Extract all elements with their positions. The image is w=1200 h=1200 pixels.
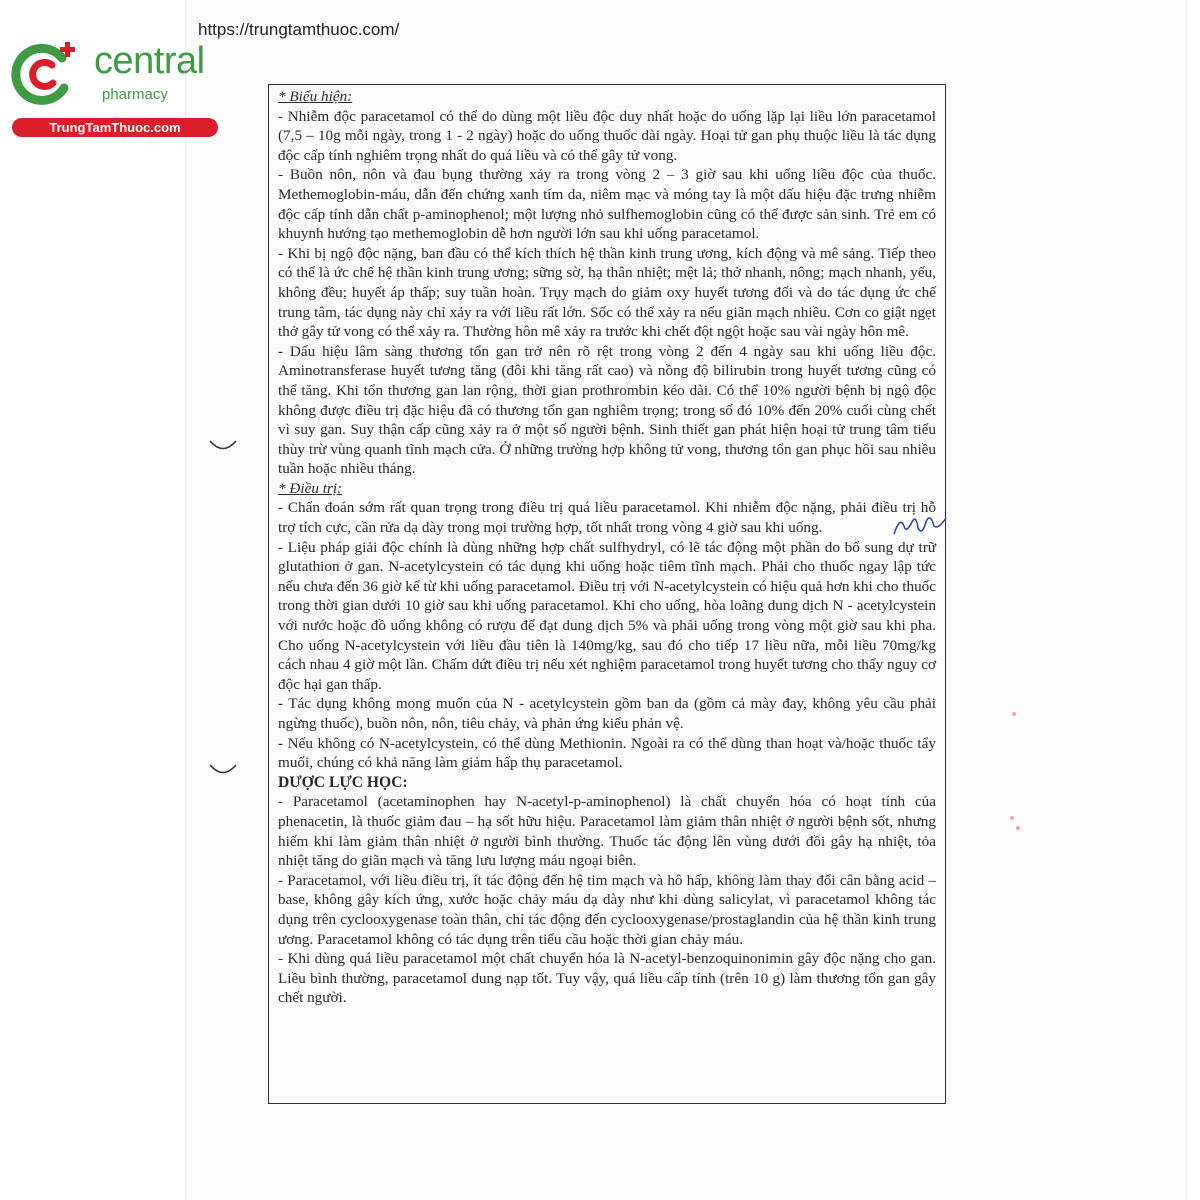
paragraph: - Dấu hiệu lâm sàng thương tổn gan trở nên rõ rệt trong vòng 2 đến 4 ngày sau khi uống liều độc. Aminotransferase huyết tương tăng (đôi khi tăng rất cao) và nồng độ bilirubin trong huyết tương cũng có thể tăng. Khi tổn thương gan lan rộng, thời gian prothrombin kéo dài. Có thể 10% người bệnh bị ngộ độc không được điều trị đặc hiệu đã có thương tổn gan nghiêm trọng; trong số đó 10% đến 20% cuối cùng chết vì suy gan. Suy thận cấp cũng xảy ra ở một số người bệnh. Sinh thiết gan phát hiện hoại tử trung tâm tiểu thùy trừ vùng quanh tĩnh mạch cửa. Ở những trường hợp không tử vong, thương tổn gan phục hồi sau nhiều tuần hoặc nhiều tháng. [278, 342, 936, 478]
paragraph: - Khi dùng quá liều paracetamol một chất chuyển hóa là N-acetyl-benzoquinonimin gây độc nặng cho gan. Liều bình thường, paracetamol dung nạp tốt. Tuy vậy, quá liều cấp tính (trên 10 g) làm thương tổn gan gây chết người. [278, 950, 936, 1007]
document-content [268, 84, 946, 1104]
initials-signature-icon [890, 508, 950, 540]
punch-hole-icon [208, 762, 238, 778]
paragraph: - Tác dụng không mong muốn của N - acetylcystein gồm ban da (gồm cả mày đay, không yêu cầu phải ngừng thuốc), buồn nôn, nôn, tiêu chảy, và phản ứng kiểu phản vệ. [278, 695, 936, 732]
heading-duoc-luc-hoc: DƯỢC LỰC HỌC: [278, 773, 408, 791]
punch-hole-icon [208, 438, 238, 454]
brand-logo[interactable] [10, 38, 215, 138]
paragraph: - Khi bị ngộ độc nặng, ban đầu có thể kích thích hệ thần kinh trung ương, kích động và mê sảng. Tiếp theo có thể là ức chế hệ thần kinh trung ương; sững sờ, hạ thân nhiệt; mệt lả; thở nhanh, nông; mạch nhanh, yếu, không đều; huyết áp thấp; suy tuần hoàn. Trụy mạch do giảm oxy huyết tương đối và do tác dụng ức chế trung tâm, tác dụng này chỉ xảy ra với liều rất lớn. Sốc có thể xảy ra nếu giãn mạch nhiều. Cơn co giật ngẹt thở gây tử vong có thể xảy ra. Thường hôn mê xảy ra trước khi chết đột ngột hoặc sau vài ngày hôn mê. [278, 244, 936, 341]
heading-bieu-hien: * Biểu hiện: [278, 88, 353, 105]
stain-mark [1010, 816, 1014, 820]
stain-mark [1016, 826, 1020, 830]
paragraph: - Paracetamol (acetaminophen hay N-acetyl-p-aminophenol) là chất chuyển hóa có hoạt tính của phenacetin, là thuốc giảm đau – hạ sốt hữu hiệu. Paracetamol làm giảm thân nhiệt ở người bệnh sốt, nhưng hiếm khi làm giảm thân nhiệt ở người bình thường. Thuốc tác động lên vùng dưới đồi gây hạ nhiệt, tỏa nhiệt tăng do giãn mạch và tăng lưu lượng máu ngoại biên. [278, 793, 936, 870]
paragraph: - Nhiễm độc paracetamol có thể do dùng một liều độc duy nhất hoặc do uống lặp lại liều lớn paracetamol (7,5 – 10g mỗi ngày, trong 1 - 2 ngày) hoặc do uống thuốc dài ngày. Hoại tử gan phụ thuộc liều là tác dụng độc cấp tính nghiêm trọng nhất do quá liều và có thể gây tử vong. [278, 107, 936, 164]
paragraph: - Paracetamol, với liều điều trị, ít tác động đến hệ tim mạch và hô hấp, không làm thay đổi cân bằng acid – base, không gây kích ứng, xước hoặc chảy máu dạ dày như khi dùng salicylat, vì paracetamol không tác dụng trên cyclooxygenase toàn thân, chỉ tác động đến cyclooxygenase/prostaglandin của hệ thần kinh trung ương. Paracetamol không có tác dụng trên tiểu cầu hoặc thời gian chảy máu. [278, 871, 936, 948]
paragraph: - Buồn nôn, nôn và đau bụng thường xảy ra trong vòng 2 – 3 giờ sau khi uống liều độc của thuốc. Methemoglobin-máu, dẫn đến chứng xanh tím da, niêm mạc và móng tay là một dấu hiệu đặc trưng nhiễm độc cấp tính dẫn chất p-aminophenol; một lượng nhỏ sulfhemoglobin cũng có thể được sản sinh. Trẻ em có khuynh hướng tạo methemoglobin dễ hơn người lớn sau khi uống paracetamol. [278, 166, 936, 243]
logo-site-badge: TrungTamThuoc.com [12, 118, 218, 137]
paragraph: - Nếu không có N-acetylcystein, có thể dùng Methionin. Ngoài ra có thể dùng than hoạt và/hoặc thuốc tẩy muối, chúng có khả năng làm giảm hấp thụ paracetamol. [278, 734, 936, 772]
logo-sub-text: pharmacy [102, 86, 168, 103]
stain-mark [1012, 712, 1016, 716]
paragraph: - Liệu pháp giải độc chính là dùng những hợp chất sulfhydryl, có lẽ tác động một phần do bổ sung dự trữ glutathion ở gan. N-acetylcystein có tác dụng khi uống hoặc tiêm tĩnh mạch. Phải cho thuốc ngay lập tức nếu chưa đến 36 giờ kể từ khi uống paracetamol. Điều trị với N-acetylcystein có hiệu quả hơn khi cho thuốc trong thời gian dưới 10 giờ sau khi uống paracetamol. Khi cho uống, hòa loãng dung dịch N - acetylcystein với nước hoặc đồ uống không có rượu để đạt dung dịch 5% và phải uống trong vòng một giờ sau khi pha. Cho uống N-acetylcystein với liều đầu tiên là 140mg/kg, sau đó cho tiếp 17 liều nữa, mỗi liều 70mg/kg cách nhau 4 giờ một lần. Chấm dứt điều trị nếu xét nghiệm paracetamol trong huyết tương cho thấy nguy cơ độc hại gan thấp. [278, 538, 936, 693]
source-url[interactable]: https://trungtamthuoc.com/ [198, 20, 400, 39]
heading-dieu-tri: * Điều trị: [278, 479, 343, 497]
logo-c-mark-icon [10, 38, 82, 110]
paragraph: - Chẩn đoán sớm rất quan trọng trong điều trị quá liều paracetamol. Khi nhiễm độc nặng, phải điều trị hỗ trợ tích cực, cần rửa dạ dày trong mọi trường hợp, tốt nhất trong vòng 4 giờ sau khi uống. [278, 499, 936, 537]
logo-brand-text: central [94, 40, 205, 82]
